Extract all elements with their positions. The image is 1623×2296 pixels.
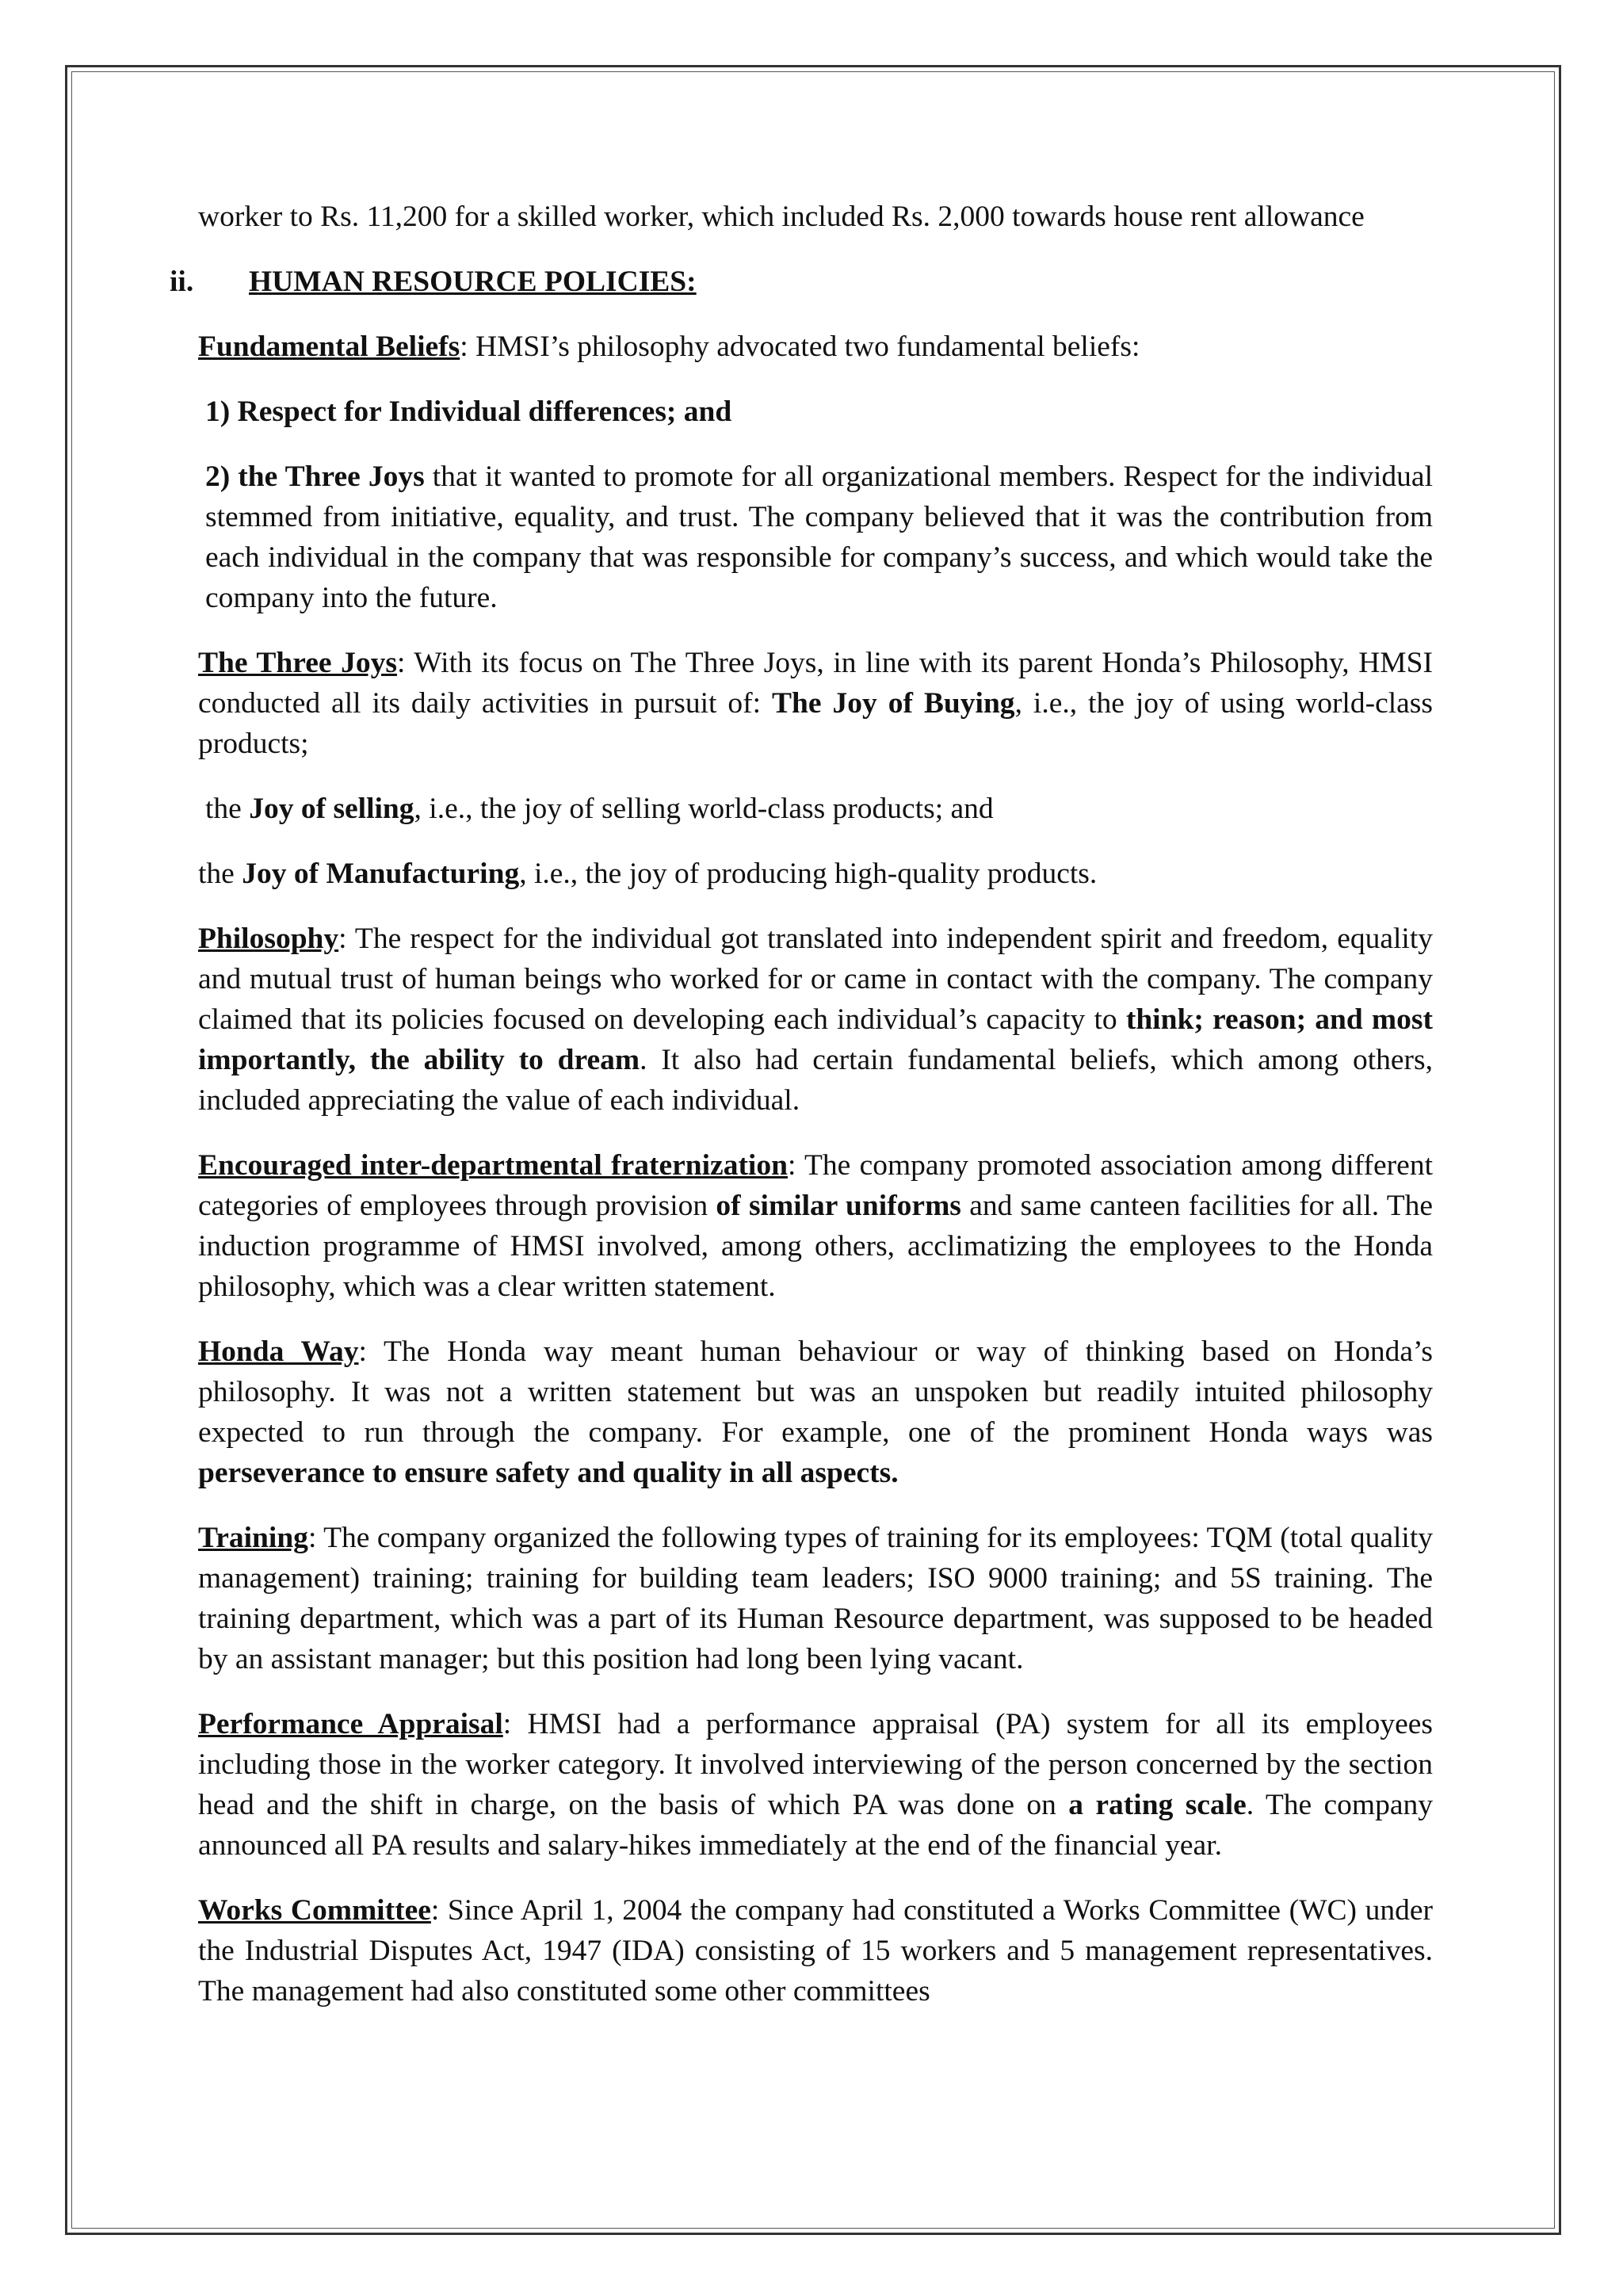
fundamental-beliefs-text: : HMSI’s philosophy advocated two fundamental beliefs:	[460, 330, 1140, 363]
section-heading	[170, 262, 1433, 302]
fundamental-beliefs-label: Fundamental Beliefs	[198, 330, 460, 363]
belief-item-1	[198, 392, 1433, 432]
fraternization-paragraph	[198, 1145, 1433, 1307]
philosophy-bold: think; reason; and most importantly, the ability to dream	[198, 1003, 1433, 1076]
honda-way-text: : The Honda way meant human behaviour or way of thinking based on Honda’s philosophy. It was not a written statement but was an unspoken but readily intuited philosophy expected to run through the company. For example, one of the prominent Honda ways was	[198, 1335, 1433, 1449]
fraternization-text-1: : The company promoted association among different categories of employees through provision	[198, 1149, 1433, 1222]
section-number: ii.	[170, 266, 194, 298]
belief-item-2-text: that it wanted to promote for all organizational members. Respect for the individual stemmed from initiative, equality, and trust. The company believed that it was the contribution from each individual in the company that was responsible for company’s success, and which would take the company into the future.	[205, 460, 1433, 614]
three-joys-text-2: , i.e., the joy of using world-class products;	[198, 687, 1433, 760]
section-title: HUMAN RESOURCE POLICIES:	[249, 266, 697, 298]
training-paragraph	[198, 1518, 1433, 1679]
fraternization-text-2: and same canteen facilities for all. The induction programme of HMSI involved, among others, acclimatizing the employees to the Honda philosophy, which was a clear written statement.	[198, 1190, 1433, 1303]
honda-way-bold: perseverance to ensure safety and quality in all aspects.	[198, 1457, 899, 1489]
philosophy-text-2: . It also had certain fundamental beliefs, which among others, included appreciating the value of each individual.	[198, 1044, 1433, 1117]
philosophy-label: Philosophy	[198, 923, 339, 955]
works-committee-label: Works Committee	[198, 1894, 431, 1927]
works-committee-paragraph	[198, 1890, 1433, 2011]
honda-way-paragraph	[198, 1331, 1433, 1493]
appraisal-label: Performance Appraisal	[198, 1708, 503, 1740]
fraternization-bold: of similar uniforms	[716, 1190, 961, 1222]
joy-of-manufacturing-post: , i.e., the joy of producing high-quality products.	[519, 858, 1098, 890]
joy-of-buying: The Joy of Buying	[772, 687, 1015, 720]
training-label: Training	[198, 1522, 308, 1554]
works-committee-text: : Since April 1, 2004 the company had constituted a Works Committee (WC) under the Industrial Disputes Act, 1947 (IDA) consisting of 15 workers and 5 management representatives. The management had also constituted some other committees	[198, 1894, 1434, 2008]
appraisal-text-2: . The company announced all PA results and salary-hikes immediately at the end of the financial year.	[198, 1789, 1433, 1862]
philosophy-paragraph	[198, 919, 1433, 1121]
joy-of-manufacturing-paragraph	[198, 854, 1433, 894]
three-joys-paragraph	[198, 643, 1433, 764]
joy-of-manufacturing-pre: the	[198, 858, 242, 890]
belief-item-1-text: 1) Respect for Individual differences; and	[205, 395, 732, 428]
appraisal-bold: a rating scale	[1068, 1789, 1247, 1821]
document-body	[170, 197, 1434, 2036]
intro-paragraph: worker to Rs. 11,200 for a skilled worker, which included Rs. 2,000 towards house rent allowance	[198, 201, 1365, 233]
three-joys-text-1: : With its focus on The Three Joys, in line with its parent Honda’s Philosophy, HMSI conducted all its daily activities in pursuit of:	[198, 647, 1433, 720]
joy-of-selling-post: , i.e., the joy of selling world-class products; and	[414, 793, 994, 825]
belief-item-2-bold: 2) the Three Joys	[205, 460, 425, 493]
philosophy-text-1: : The respect for the individual got translated into independent spirit and freedom, equality and mutual trust of human beings who worked for or came in contact with the company. The company claimed that its policies focused on developing each individual’s capacity to	[198, 923, 1433, 1036]
fraternization-label: Encouraged inter-departmental fraternization	[198, 1149, 788, 1182]
joy-of-manufacturing: Joy of Manufacturing	[242, 858, 520, 890]
fundamental-beliefs-paragraph	[198, 327, 1433, 367]
joy-of-selling-paragraph	[198, 789, 1433, 829]
appraisal-text-1: : HMSI had a performance appraisal (PA) system for all its employees including those in the worker category. It involved interviewing of the person concerned by the section head and the shift in charge, on the basis of which PA was done on	[198, 1708, 1433, 1821]
training-text: : The company organized the following types of training for its employees: TQM (total quality management) training; training for building team leaders; ISO 9000 training; and 5S training. The training department, which was a part of its Human Resource department, was supposed to be headed by an assistant manager; but this position had long been lying vacant.	[198, 1522, 1433, 1675]
three-joys-label: The Three Joys	[198, 647, 397, 679]
honda-way-label: Honda Way	[198, 1335, 359, 1368]
joy-of-selling-pre: the	[205, 793, 250, 825]
belief-item-2	[198, 457, 1433, 618]
appraisal-paragraph	[198, 1704, 1433, 1866]
joy-of-selling: Joy of selling	[249, 793, 414, 825]
